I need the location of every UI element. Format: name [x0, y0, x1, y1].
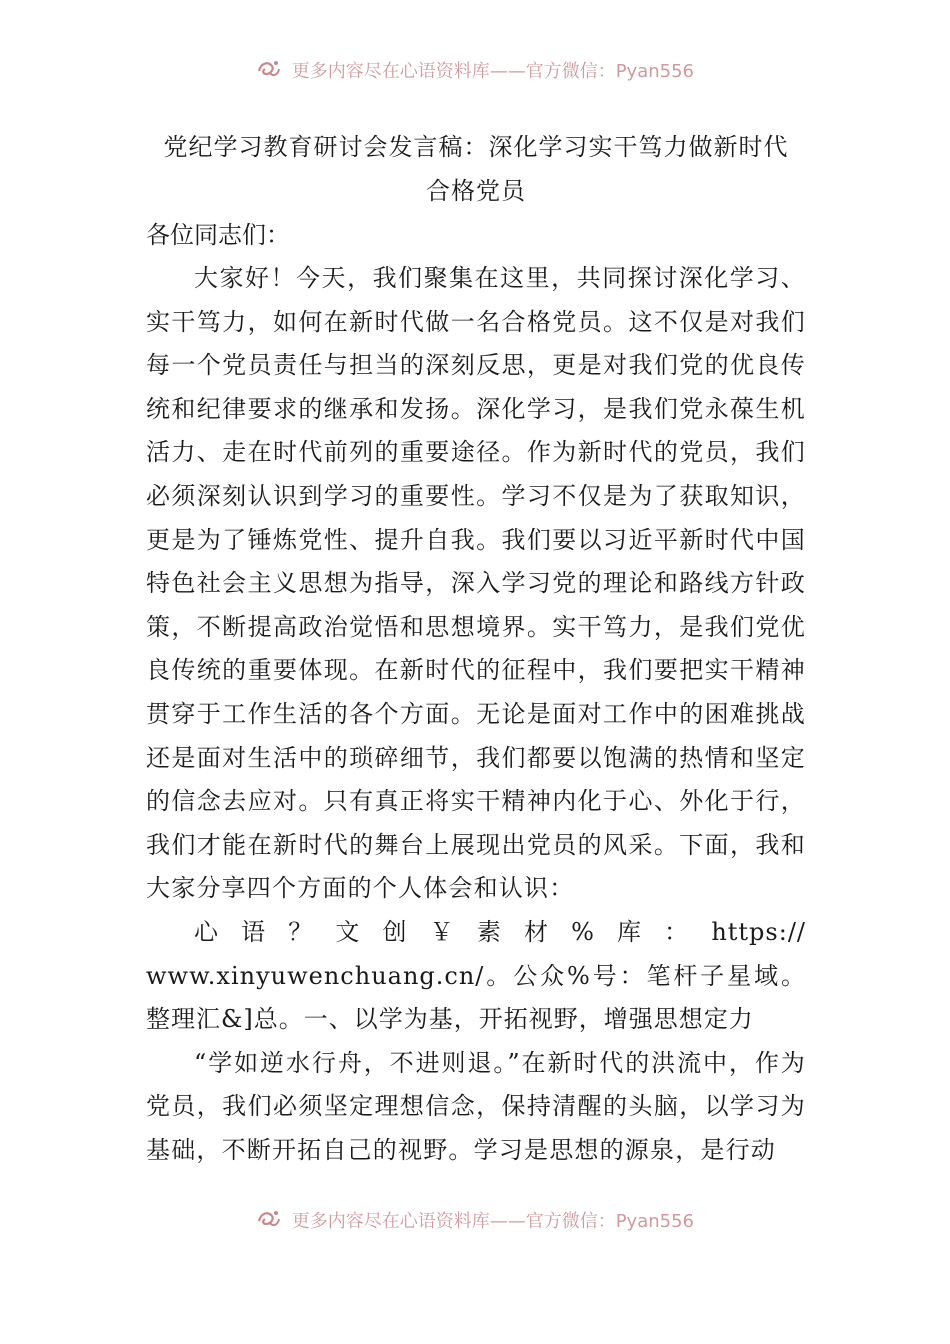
title-line-2: 合格党员 — [426, 177, 526, 205]
paragraph-source-note — [146, 911, 806, 1042]
document-body — [146, 125, 806, 1172]
salutation: 各位同志们： — [146, 221, 290, 249]
watermark-text: 更多内容尽在心语资料库——官方微信：Pyan556 — [291, 61, 695, 82]
watermark-logo-icon — [256, 1207, 282, 1233]
document-title — [146, 125, 806, 213]
watermark-logo-icon — [256, 57, 282, 83]
watermark-text: 更多内容尽在心语资料库——官方微信：Pyan556 — [291, 1211, 695, 1232]
watermark-bottom — [0, 1207, 950, 1233]
watermark-top — [0, 57, 950, 83]
source-note-spaced-text: 心语？文创￥素材%库： — [194, 917, 712, 946]
paragraph-section-one: “学如逆水行舟，不进则退。”在新时代的洪流中，作为党员，我们必须坚定理想信念，保持清醒的头脑，以学习为基础，不断开拓自己的视野。学习是思想的源泉，是行动 — [146, 1048, 806, 1164]
source-note-rest: https://www.xinyuwenchuang.cn/。公众%号：笔杆子星域。整理汇&]总。一、以学为基，开拓视野，增强思想定力 — [146, 917, 806, 1034]
title-line-1: 党纪学习教育研讨会发言稿：深化学习实干笃力做新时代 — [163, 133, 789, 161]
paragraph-intro: 大家好！今天，我们聚集在这里，共同探讨深化学习、实干笃力，如何在新时代做一名合格党员。这不仅是对我们每一个党员责任与担当的深刻反思，更是对我们党的优良传统和纪律要求的继承和发扬。深化学习，是我们党永葆生机活力、走在时代前列的重要途径。作为新时代的党员，我们必须深刻认识到学习的重要性。学习不仅是为了获取知识，更是为了锤炼党性、提升自我。我们要以习近平新时代中国特色社会主义思想为指导，深入学习党的理论和路线方针政策，不断提高政治觉悟和思想境界。实干笃力，是我们党优良传统的重要体现。在新时代的征程中，我们要把实干精神贯穿于工作生活的各个方面。无论是面对工作中的困难挑战还是面对生活中的琐碎细节，我们都要以饱满的热情和坚定的信念去应对。只有真正将实干精神内化于心、外化于行，我们才能在新时代的舞台上展现出党员的风采。下面，我和大家分享四个方面的个人体会和认识： — [146, 264, 806, 903]
